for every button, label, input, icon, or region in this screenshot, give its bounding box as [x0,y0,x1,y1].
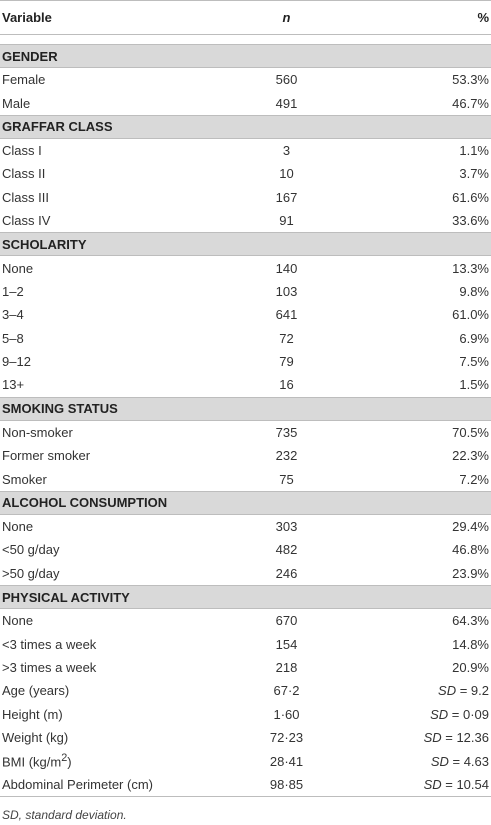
row-n: 167 [275,189,298,205]
row-sd [360,679,491,702]
bmi-label-end: ) [67,754,72,770]
table-row-bmi [0,749,491,772]
row-label: Former smoker [2,448,91,464]
sd-value: = 4.63 [448,753,489,769]
header-row [0,1,491,35]
row-label: >3 times a week [2,660,97,675]
row-n: 246 [275,565,298,581]
row-pct: 3.7% [459,166,489,182]
row-n: 303 [275,519,298,535]
sd-value: = 0·09 [448,706,489,722]
section-title: GRAFFAR CLASS [0,115,491,138]
row-n: 72·23 [269,730,304,746]
table-row [0,632,491,655]
row-label: Class IV [2,213,51,229]
row-pct: 9.8% [459,283,489,299]
row-n: 140 [275,260,298,276]
section-gender [0,45,491,68]
section-alcohol-consumption [0,491,491,514]
row-n: 670 [275,613,298,629]
row-label: Class III [2,189,49,205]
table-row [0,209,491,233]
row-label: Class II [2,166,46,182]
row-n: 641 [275,307,298,323]
row-pct: 23.9% [452,565,489,581]
table-row [0,68,491,92]
row-label: Smoker [2,471,47,487]
sd-label: SD [423,776,442,792]
table-row-abdominal [0,773,491,797]
row-n: 67·2 [273,683,300,699]
section-title: SMOKING STATUS [0,397,491,420]
table-row [0,514,491,538]
row-n: 16 [279,377,294,393]
row-n: 103 [275,283,298,299]
row-n: 1·60 [273,706,300,722]
table-row [0,280,491,303]
header-variable: Variable [0,1,213,35]
table-row [0,444,491,467]
sd-value: = 12.36 [441,730,489,746]
row-pct: 64.3% [452,613,489,629]
sd-label: SD [423,730,442,746]
table-row [0,256,491,280]
table-row [0,162,491,185]
table-row [0,420,491,444]
sd-label: SD [430,706,449,722]
row-label: None [2,519,34,535]
sd-label: SD [430,753,449,769]
bmi-label: BMI (kg/m [2,754,62,770]
row-pct: 61.6% [452,189,489,205]
row-pct: 7.2% [459,471,489,487]
row-pct: 14.8% [452,636,489,652]
table-row [0,538,491,561]
section-physical-activity [0,586,491,609]
row-n: 560 [275,72,298,88]
table-row-weight [0,726,491,749]
row-n: 91 [279,213,294,229]
row-pct: 6.9% [459,330,489,346]
table-row [0,91,491,115]
row-pct: 1.1% [459,142,489,158]
row-label: 9–12 [2,354,31,370]
row-label: 5–8 [2,330,24,346]
section-scholarity [0,233,491,256]
sd-label: SD [438,683,457,699]
row-n: 154 [275,636,298,652]
table-row [0,327,491,350]
row-n: 218 [275,660,298,675]
table-row [0,467,491,491]
row-label: 3–4 [2,307,24,323]
row-sd [360,726,491,749]
row-n: 482 [275,542,298,558]
row-n: 79 [279,354,294,370]
row-pct: 13.3% [452,260,489,276]
row-n: 3 [282,142,291,158]
row-label: >50 g/day [2,565,60,581]
table-row [0,609,491,633]
row-n: 735 [275,424,298,440]
section-title: PHYSICAL ACTIVITY [0,586,491,609]
row-pct: 33.6% [452,213,489,229]
sd-value: = 9.2 [456,683,489,699]
header-pct: % [360,1,491,35]
row-label: Height (m) [2,706,63,722]
header-n: n [213,1,360,35]
row-label: Male [2,95,31,111]
row-n: 10 [279,166,294,182]
row-label: None [2,260,34,276]
row-pct: 46.8% [452,542,489,558]
table-row-age [0,679,491,702]
row-pct: 20.9% [452,660,489,675]
section-title: GENDER [0,45,491,68]
row-pct: 7.5% [459,354,489,370]
row-label: <3 times a week [2,636,97,652]
table-row [0,656,491,679]
row-label: Age (years) [2,683,70,699]
row-sd [360,749,491,772]
section-title: ALCOHOL CONSUMPTION [0,491,491,514]
row-n: 28·41 [269,753,304,769]
table-row [0,138,491,162]
table-row [0,562,491,586]
section-smoking-status [0,397,491,420]
row-n: 75 [279,471,294,487]
row-pct: 53.3% [452,72,489,88]
row-label: None [2,613,34,629]
row-n: 72 [279,330,294,346]
table-row [0,373,491,397]
row-n: 232 [275,448,298,464]
bmi-label-sup: 2 [61,752,68,765]
row-label: 1–2 [2,283,24,299]
row-pct: 70.5% [452,424,489,440]
row-label: Female [2,72,46,88]
row-n: 98·85 [213,773,360,797]
row-label: Class I [2,142,42,158]
row-pct: 22.3% [452,448,489,464]
row-label: 13+ [2,377,25,393]
row-sd [360,703,491,726]
row-label: Abdominal Perimeter (cm) [0,773,213,797]
row-n: 491 [275,95,298,111]
row-pct: 46.7% [452,95,489,111]
table-row [0,303,491,326]
table-row-height [0,703,491,726]
row-pct: 29.4% [452,519,489,535]
footnote: SD, standard deviation. [2,808,127,822]
row-label [0,749,213,772]
table-row [0,350,491,373]
table-row [0,186,491,209]
row-pct: 1.5% [459,377,489,393]
section-title: SCHOLARITY [0,233,491,256]
row-pct: 61.0% [452,307,489,323]
row-label: Non-smoker [2,424,73,440]
row-sd [360,773,491,797]
sd-value: = 10.54 [441,776,489,792]
section-graffar-class [0,115,491,138]
row-label: Weight (kg) [2,730,69,746]
row-label: <50 g/day [2,542,60,558]
